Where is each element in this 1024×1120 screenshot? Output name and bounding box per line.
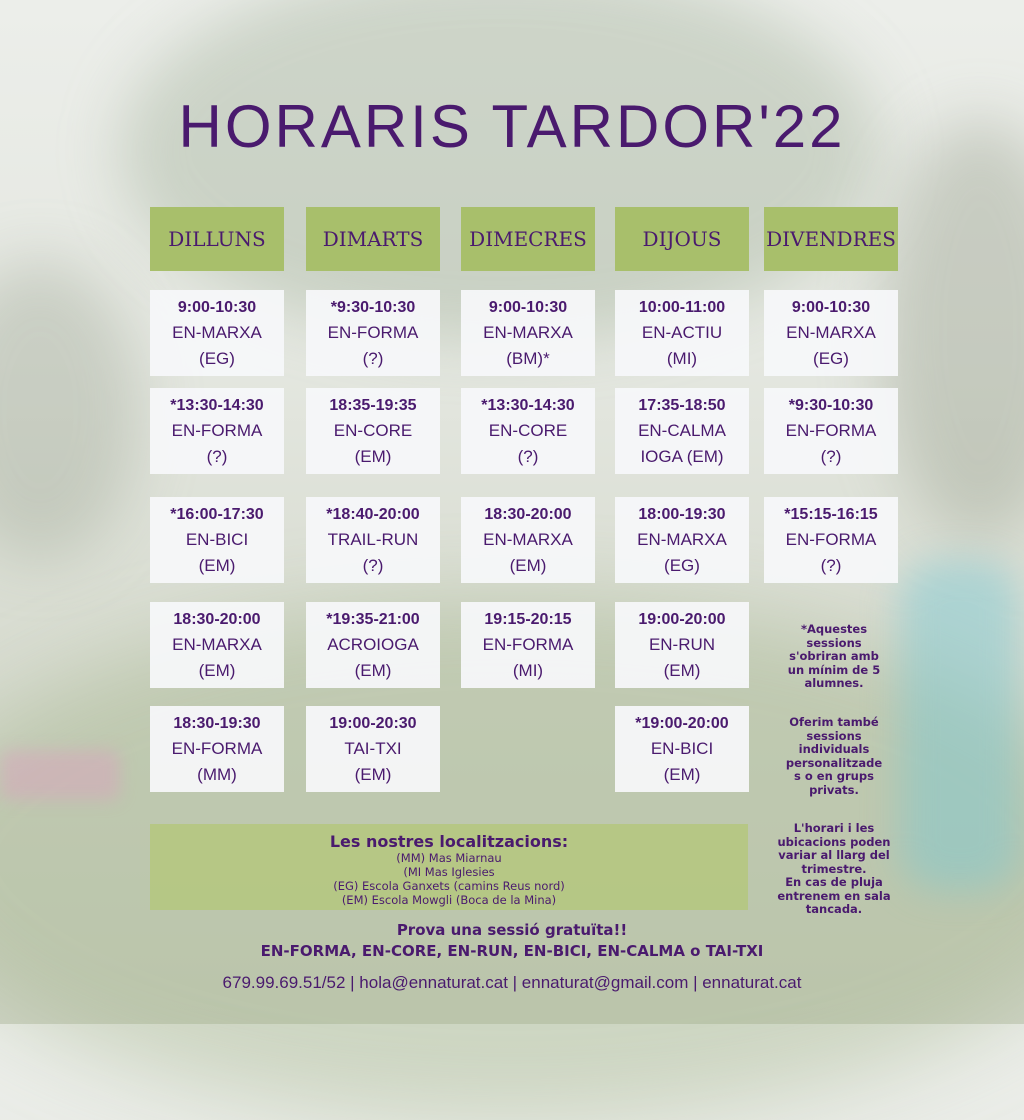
day-header-dimarts: DIMARTS: [306, 207, 440, 271]
note-line: un mínim de 5: [787, 662, 881, 677]
session-time: 19:00-20:30: [329, 714, 417, 732]
session-card: [461, 290, 595, 376]
note-line: sessions: [806, 635, 862, 650]
tree-left: [0, 260, 140, 560]
tree-right: [880, 120, 1024, 540]
session-card: [615, 706, 749, 792]
note-line: L'horari i les: [793, 821, 875, 835]
note-line: personalitzade: [785, 755, 883, 770]
session-name: TAI-TXI: [344, 738, 402, 758]
note-line: tancada.: [805, 902, 863, 916]
note-line: entrenem en sala: [777, 888, 891, 903]
note-line: privats.: [809, 782, 859, 797]
session-name: EN-MARXA: [172, 322, 262, 342]
session-card: [461, 497, 595, 583]
session-place: (?): [820, 446, 842, 466]
session-time: *13:30-14:30: [170, 396, 264, 414]
session-place: (EM): [354, 446, 392, 466]
session-place: (?): [820, 555, 842, 575]
session-time: *15:15-16:15: [784, 505, 878, 523]
session-name: EN-CORE: [333, 420, 413, 440]
note-line: sessions: [806, 728, 862, 743]
session-name: EN-FORMA: [327, 322, 419, 342]
session-place: (MM): [197, 764, 237, 784]
session-name: EN-RUN: [648, 634, 716, 654]
session-time: 18:30-20:00: [484, 505, 572, 523]
session-place: (EM): [663, 660, 701, 680]
session-name: EN-BICI: [650, 738, 714, 758]
session-name: EN-MARXA: [483, 322, 573, 342]
session-card: [150, 706, 284, 792]
session-place: (EM): [354, 660, 392, 680]
session-card: [306, 497, 440, 583]
session-time: *19:00-20:00: [635, 714, 729, 732]
session-time: *9:30-10:30: [788, 396, 874, 414]
session-time: *9:30-10:30: [330, 298, 416, 316]
note-line: s o en grups: [794, 769, 874, 783]
day-header-divendres: DIVENDRES: [764, 207, 898, 271]
mat-left: [0, 750, 120, 800]
locations-box: [150, 824, 748, 910]
note-line: ubicacions poden: [777, 834, 891, 849]
promo-line: Prova una sessió gratuïta!!: [396, 921, 628, 939]
session-name: EN-ACTIU: [641, 322, 723, 342]
session-time: 9:00-10:30: [791, 298, 871, 316]
session-time: *18:40-20:00: [326, 505, 420, 523]
session-place: (MI): [512, 660, 544, 680]
note-line: s'obriran amb: [789, 649, 879, 663]
session-place: (BM)*: [506, 348, 550, 368]
tree-canopy: [120, 0, 880, 340]
session-place: (EG): [199, 348, 235, 368]
person-figure: [900, 560, 1020, 890]
session-place: (EM): [663, 764, 701, 784]
session-name: ACROIOGA: [327, 634, 419, 654]
session-card: [306, 388, 440, 474]
day-header-dilluns: DILLUNS: [150, 207, 284, 271]
session-time: 9:00-10:30: [177, 298, 257, 316]
note-line: trimestre.: [801, 861, 867, 876]
session-time: 9:00-10:30: [488, 298, 568, 316]
session-place: (MI): [666, 348, 698, 368]
session-place: (?): [517, 446, 539, 466]
note-line: variar al llarg del: [778, 848, 890, 862]
session-time: *13:30-14:30: [481, 396, 575, 414]
session-card: [306, 290, 440, 376]
day-header-dimecres: DIMECRES: [461, 207, 595, 271]
location-item: (EG) Escola Ganxets (camins Reus nord): [333, 879, 565, 893]
session-name: EN-MARXA: [172, 634, 262, 654]
session-card: [764, 388, 898, 474]
session-card: [615, 497, 749, 583]
session-card: [615, 602, 749, 688]
note-line: Oferim també: [789, 715, 879, 729]
session-name: EN-CORE: [488, 420, 568, 440]
location-item: (MM) Mas Miarnau: [396, 851, 502, 865]
session-card: [764, 290, 898, 376]
note-line: *Aquestes: [800, 622, 868, 636]
session-place: (EM): [198, 555, 236, 575]
page-title: HORARIS TARDOR'22: [178, 93, 846, 160]
session-name: EN-FORMA: [171, 738, 263, 758]
note-line: individuals: [798, 742, 870, 756]
contact-info: 679.99.69.51/52 | hola@ennaturat.cat | ennaturat@gmail.com | ennaturat.cat: [222, 973, 802, 992]
location-item: (EM) Escola Mowgli (Boca de la Mina): [341, 893, 557, 907]
location-item: (MI Mas Iglesies: [403, 865, 495, 879]
session-time: 18:35-19:35: [329, 396, 417, 414]
session-place: (?): [362, 555, 384, 575]
session-place: (?): [362, 348, 384, 368]
session-card: [615, 388, 749, 474]
session-name: EN-FORMA: [482, 634, 574, 654]
locations-heading: Les nostres localitzacions:: [329, 832, 569, 851]
session-time: 18:00-19:30: [638, 505, 726, 523]
session-place: (EM): [354, 764, 392, 784]
session-time: 10:00-11:00: [638, 298, 726, 316]
session-card: [461, 388, 595, 474]
session-place: (?): [206, 446, 228, 466]
session-time: 19:00-20:00: [638, 610, 726, 628]
session-card: [306, 602, 440, 688]
note-line: En cas de pluja: [785, 875, 883, 889]
session-card: [764, 497, 898, 583]
session-card: [306, 706, 440, 792]
note-schedule-changes: [764, 822, 904, 917]
session-card: [615, 290, 749, 376]
session-name: EN-MARXA: [483, 529, 573, 549]
session-time: *16:00-17:30: [170, 505, 264, 523]
session-place: (EM): [509, 555, 547, 575]
note-minimum-students: [764, 623, 904, 691]
session-name: EN-BICI: [185, 529, 249, 549]
session-name: TRAIL-RUN: [327, 529, 419, 549]
session-time: 19:15-20:15: [484, 610, 572, 628]
session-card: [150, 602, 284, 688]
day-header-dijous: DIJOUS: [615, 207, 749, 271]
session-name: EN-FORMA: [785, 529, 877, 549]
session-time: 18:30-20:00: [173, 610, 261, 628]
session-card: [150, 290, 284, 376]
session-place: IOGA (EM): [640, 446, 724, 466]
note-private-sessions: [764, 716, 904, 797]
session-time: *19:35-21:00: [326, 610, 420, 628]
session-place: (EG): [664, 555, 700, 575]
session-card: [150, 497, 284, 583]
session-name: EN-MARXA: [786, 322, 876, 342]
session-name: EN-FORMA: [171, 420, 263, 440]
session-name: EN-CALMA: [638, 420, 726, 440]
session-place: (EG): [813, 348, 849, 368]
session-name: EN-MARXA: [637, 529, 727, 549]
session-name: EN-FORMA: [785, 420, 877, 440]
note-line: alumnes.: [804, 676, 864, 690]
session-time: 18:30-19:30: [173, 714, 261, 732]
session-card: [150, 388, 284, 474]
promo-activities: EN-FORMA, EN-CORE, EN-RUN, EN-BICI, EN-CALMA o TAI-TXI: [260, 942, 764, 960]
session-time: 17:35-18:50: [638, 396, 726, 414]
session-place: (EM): [198, 660, 236, 680]
session-card: [461, 602, 595, 688]
